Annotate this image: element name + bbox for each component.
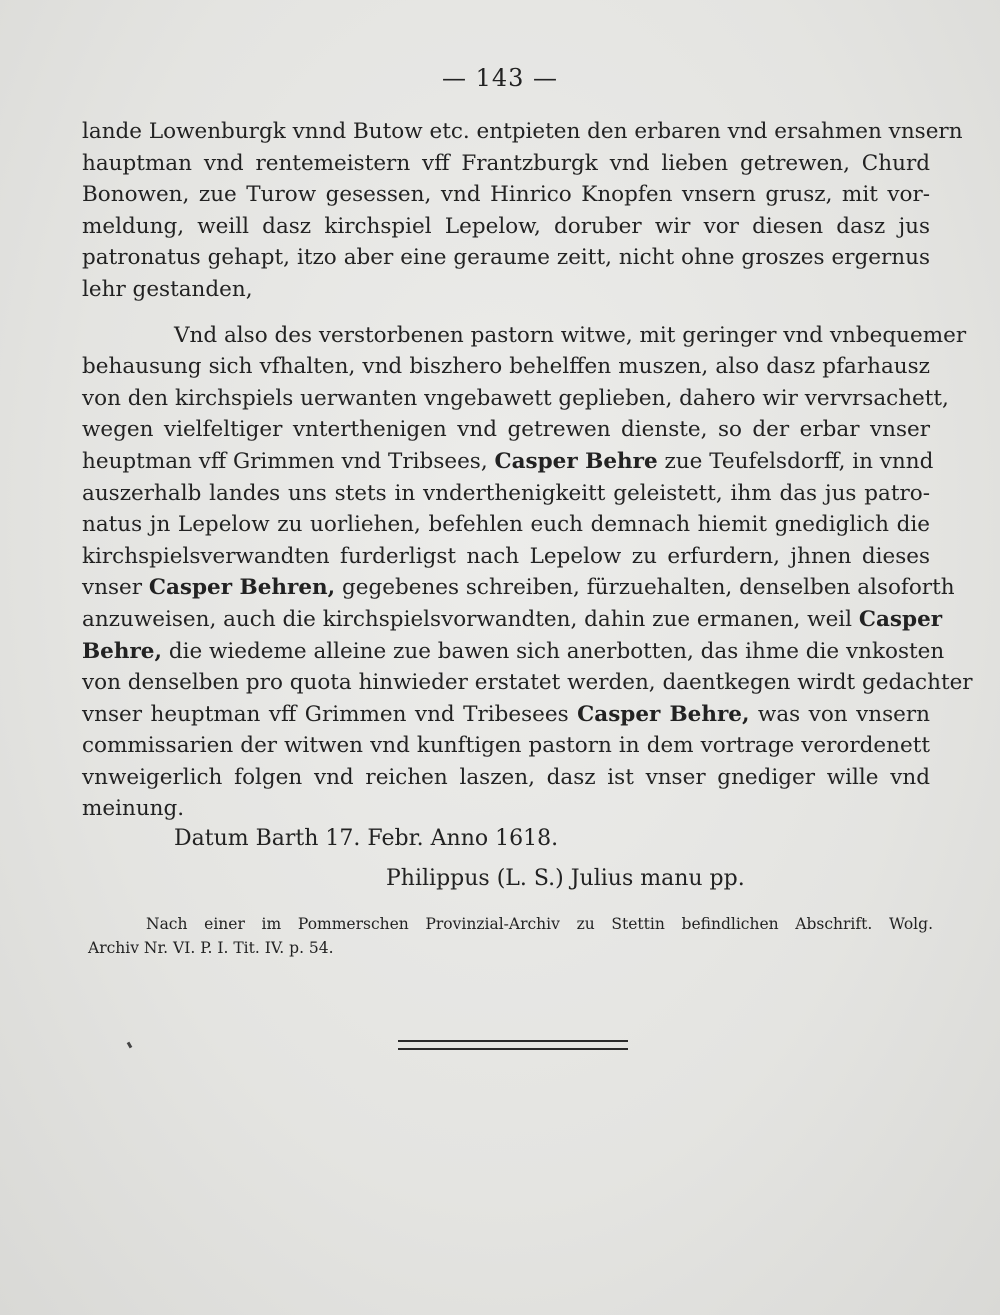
footnote-line: Nach einer im Pommerschen Provinzial-Archiv zu Stettin befindlichen Abschrift. Wolg. [146,915,933,933]
name-emphasis: Casper Behre, [577,701,750,727]
text-line [82,699,930,731]
paper-speck [127,1042,133,1049]
text-line [82,478,930,510]
text-segment: auszerhalb landes uns stets in vnderthenigkeitt geleistett, ihm das jus patro- [82,480,930,506]
name-emphasis: Casper Behre [494,448,658,474]
text-line [82,667,973,699]
signature-line: Philippus (L. S.) Julius manu pp. [386,866,745,891]
text-segment: von den kirchspiels uerwanten vngebawett geplieben, dahero wir vervrsachett, [82,385,949,411]
text-line [82,762,930,794]
page-number: — 143 — [441,64,559,92]
text-line [82,572,955,604]
text-segment: gegebenes schreiben, fürzuehalten, denselben alsoforth [335,575,955,601]
text-line: meldung, weill dasz kirchspiel Lepelow, doruber wir vor diesen dasz jus [82,213,930,239]
text-line [82,446,934,478]
text-line [82,351,930,383]
text-segment: Vnd also des verstorbenen pastorn witwe, mit geringer vnd vnbequemer [174,322,967,348]
text-segment: natus jn Lepelow zu uorliehen, befehlen euch demnach hiemit gnediglich die [82,512,930,538]
text-segment: zue Teufelsdorff, in vnnd [657,448,934,474]
text-line: Bonowen, zue Turow gesessen, vnd Hinrico Knopfen vnsern grusz, mit vor- [82,182,930,208]
text-line: lande Lowenburgk vnnd Butow etc. entpieten den erbaren vnd ersahmen vnsern [82,119,963,144]
text-line [82,320,967,352]
text-line: lehr gestanden, [82,276,253,302]
text-line [82,793,930,825]
text-line [82,636,945,668]
text-line: hauptman vnd rentemeistern vff Frantzburgk vnd lieben getrewen, Churd [82,150,930,176]
text-segment: anzuweisen, auch die kirchspielsvorwandten, dahin zue ermanen, weil [82,606,859,632]
text-segment: die wiedeme alleine zue bawen sich anerbotten, das ihme die vnkosten [161,638,945,664]
footnote-line: Archiv Nr. VI. P. I. Tit. IV. p. 54. [88,939,334,957]
text-segment: heuptman vff Grimmen vnd Tribsees, [82,448,495,474]
name-emphasis: Behre, [82,638,162,664]
footnote [88,912,933,960]
text-line [82,730,930,762]
text-segment: behausung sich vfhalten, vnd biszhero behelffen muszen, also dasz pfarhausz [82,354,930,380]
paragraph-2 [82,320,973,826]
text-line [82,541,930,573]
double-rule-divider [398,1040,628,1050]
text-segment: kirchspielsverwandten furderligst nach Lepelow zu erfurdern, jhnen dieses [82,543,930,569]
text-segment: meinung. [82,796,185,822]
text-segment: vnser heuptman vff Grimmen vnd Tribesees [82,701,578,727]
text-segment: was von vnsern [749,701,930,727]
text-segment: vnser [82,575,149,601]
text-segment: commissarien der witwen vnd kunftigen pastorn in dem vortrage verordenett [82,733,930,759]
text-segment: vnweigerlich folgen vnd reichen laszen, dasz ist vnser gnediger wille vnd [82,764,930,790]
text-line [82,414,930,446]
text-line [82,604,943,636]
text-line [82,383,949,415]
text-segment: von denselben pro quota hinwieder erstatet werden, daentkegen wirdt gedachter [82,670,973,696]
text-line [82,509,930,541]
text-line: patronatus gehapt, itzo aber eine geraume zeitt, nicht ohne groszes ergernus [82,245,930,271]
text-segment: wegen vielfeltiger vnterthenigen vnd getrewen dienste, so der erbar vnser [82,417,930,443]
main-text [82,116,973,825]
name-emphasis: Casper Behren, [148,575,336,601]
paragraph-gap [82,306,930,320]
datum-line: Datum Barth 17. Febr. Anno 1618. [174,826,559,851]
name-emphasis: Casper [858,606,943,632]
